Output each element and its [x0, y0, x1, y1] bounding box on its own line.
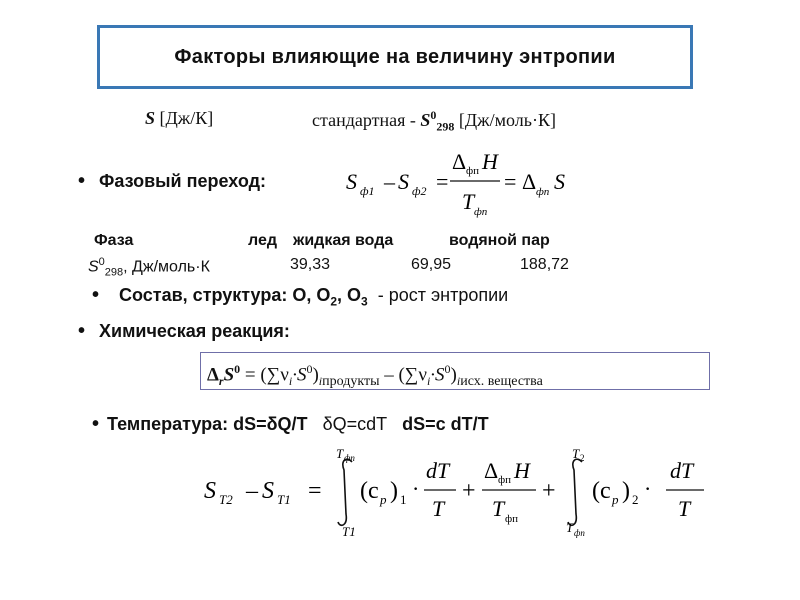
formula-num-delta-sub: фп — [466, 165, 480, 177]
reaction-nu-sub: i — [288, 374, 293, 389]
temperature-label: Температура: dS=δQ/T — [107, 414, 308, 434]
formula-rhs-s: S — [554, 169, 565, 194]
reaction-s-sup3: 0 — [444, 362, 451, 376]
formula-s2: S — [398, 169, 409, 194]
tf-t2: T — [678, 496, 691, 521]
bullet-temperature — [92, 413, 489, 436]
tf-eq: = — [308, 478, 322, 504]
table-header-vapor: водяной пар — [449, 232, 550, 249]
standard-entropy-line — [312, 108, 556, 135]
standard-prefix: стандартная - — [312, 110, 416, 130]
page-title: Факторы влияющие на величину энтропии — [174, 45, 616, 68]
tf-t: T — [432, 496, 445, 521]
tf-cp2: (c — [592, 478, 611, 504]
phase-transition-label: Фазовый переход: — [99, 171, 266, 191]
tf-int2-upper: T — [572, 446, 580, 461]
tf-plus2: + — [542, 478, 556, 504]
tf-h: H — [514, 458, 530, 483]
s-unit: [Дж/К] — [159, 108, 214, 128]
tf-dot: · — [412, 476, 420, 501]
reaction-eq: = (∑ν — [240, 364, 289, 386]
reaction-minus: – (∑ν — [379, 364, 427, 386]
reaction-s: S — [223, 364, 235, 386]
tf-plus: + — [462, 478, 476, 504]
tf-int1-upper-sub: фп — [344, 453, 355, 463]
reaction-nu-sub2: i — [426, 374, 431, 389]
tf-dot2: · — [644, 476, 652, 501]
tf-cp2-sub: p — [612, 492, 619, 507]
bullet-dot: • — [92, 284, 100, 306]
temperature-ds: dS=c dT/T — [402, 414, 489, 434]
tf-cp2-close: ) — [622, 478, 630, 504]
chemical-reaction-label: Химическая реакция: — [99, 321, 290, 341]
tf-t-fp-sub: фп — [505, 513, 519, 525]
formula-den-t: T — [462, 189, 475, 214]
formula-eq: = — [436, 169, 449, 194]
title-box — [97, 25, 693, 89]
reaction-close-sub2: i — [456, 374, 461, 389]
tf-integral-1 — [338, 459, 352, 525]
reaction-close2: ) — [450, 364, 457, 386]
formula-num-h: H — [482, 149, 498, 174]
reaction-products: продукты — [322, 374, 380, 390]
tf-delta-sub: фп — [498, 474, 512, 486]
temperature-dq: δQ=cdT — [322, 414, 388, 434]
tf-s-t2-sub: T2 — [219, 492, 233, 507]
phase-transition-formula — [340, 145, 580, 225]
bullet-dot: • — [78, 170, 86, 192]
tf-int2-lower-sub: фп — [574, 528, 585, 538]
s0-unit: [Дж/моль·К] — [458, 110, 556, 130]
composition-sep: , О — [337, 285, 362, 305]
table-header-phase: Фаза — [94, 232, 134, 249]
reaction-close: ) — [312, 364, 319, 386]
formula-eq2: = — [504, 169, 517, 194]
tf-t-fp: T — [492, 496, 505, 521]
table-header-liquid: жидкая вода — [293, 232, 394, 249]
bullet-chemical-reaction — [78, 320, 290, 343]
reaction-dot-s2: ·S — [430, 364, 445, 386]
formula-s1-sub: ф1 — [360, 184, 375, 198]
reaction-reactants: исх. вещества — [460, 374, 543, 390]
table-s-unit: , Дж/моль·К — [123, 258, 210, 276]
units-line — [145, 108, 213, 129]
table-s-symbol: S — [88, 258, 99, 276]
tf-int1-lower: T1 — [342, 524, 356, 538]
s-symbol: S — [145, 108, 156, 128]
reaction-dot-s: ·S — [292, 364, 307, 386]
tf-dt2: dT — [670, 458, 694, 483]
reaction-close-sub: i — [318, 374, 323, 389]
tf-s-t1-sub: T1 — [277, 492, 291, 507]
formula-s2-sub: ф2 — [412, 184, 427, 198]
table-s-sub: 298 — [104, 266, 124, 279]
tf-cp2-index: 2 — [632, 492, 639, 507]
reaction-delta: Δ — [207, 364, 219, 386]
composition-o3-sub: 3 — [361, 294, 368, 309]
table-value-vapor: 188,72 — [520, 256, 569, 273]
table-value-ice: 39,33 — [290, 256, 331, 273]
tf-delta: Δ — [484, 458, 499, 483]
tf-integral-2 — [568, 459, 582, 525]
table-value-liquid: 69,95 — [411, 256, 452, 273]
tf-cp1: (c — [360, 478, 379, 504]
table-s-sup: 0 — [98, 256, 105, 268]
bullet-phase-transition — [78, 170, 266, 193]
table-row-label — [88, 256, 210, 279]
formula-rhs-delta: Δ — [522, 169, 537, 194]
formula-rhs-delta-sub: фп — [536, 186, 550, 198]
tf-cp1-close: ) — [390, 478, 398, 504]
table-header-ice: лед — [248, 232, 278, 249]
tf-dt: dT — [426, 458, 450, 483]
tf-int2-upper-sub: 2 — [580, 453, 585, 463]
composition-label: Состав, структура: О, О — [119, 285, 331, 305]
bullet-dot: • — [78, 320, 86, 342]
formula-den-t-sub: фп — [474, 206, 488, 218]
reaction-formula — [207, 360, 543, 390]
reaction-delta-sub: r — [218, 374, 224, 389]
formula-s1: S — [346, 169, 357, 194]
s0-symbol: S — [420, 110, 431, 130]
s0-superscript: 0 — [430, 108, 437, 122]
formula-minus: – — [384, 169, 395, 194]
temperature-formula — [200, 446, 760, 538]
composition-tail: - рост энтропии — [367, 285, 509, 305]
bullet-dot: • — [92, 413, 100, 435]
tf-int2-lower: T — [566, 520, 574, 535]
tf-minus: – — [246, 478, 258, 504]
bullet-composition — [92, 284, 508, 309]
composition-o2-sub: 2 — [330, 294, 338, 309]
formula-num-delta: Δ — [452, 149, 467, 174]
reaction-s-sup: 0 — [234, 362, 241, 376]
tf-cp1-index: 1 — [400, 492, 407, 507]
s0-subscript: 298 — [436, 119, 455, 134]
tf-cp1-sub: p — [380, 492, 387, 507]
tf-s-t1: S — [262, 478, 274, 504]
reaction-s-sup2: 0 — [306, 362, 313, 376]
tf-int1-upper: T — [336, 446, 344, 461]
tf-s-t2: S — [204, 478, 216, 504]
